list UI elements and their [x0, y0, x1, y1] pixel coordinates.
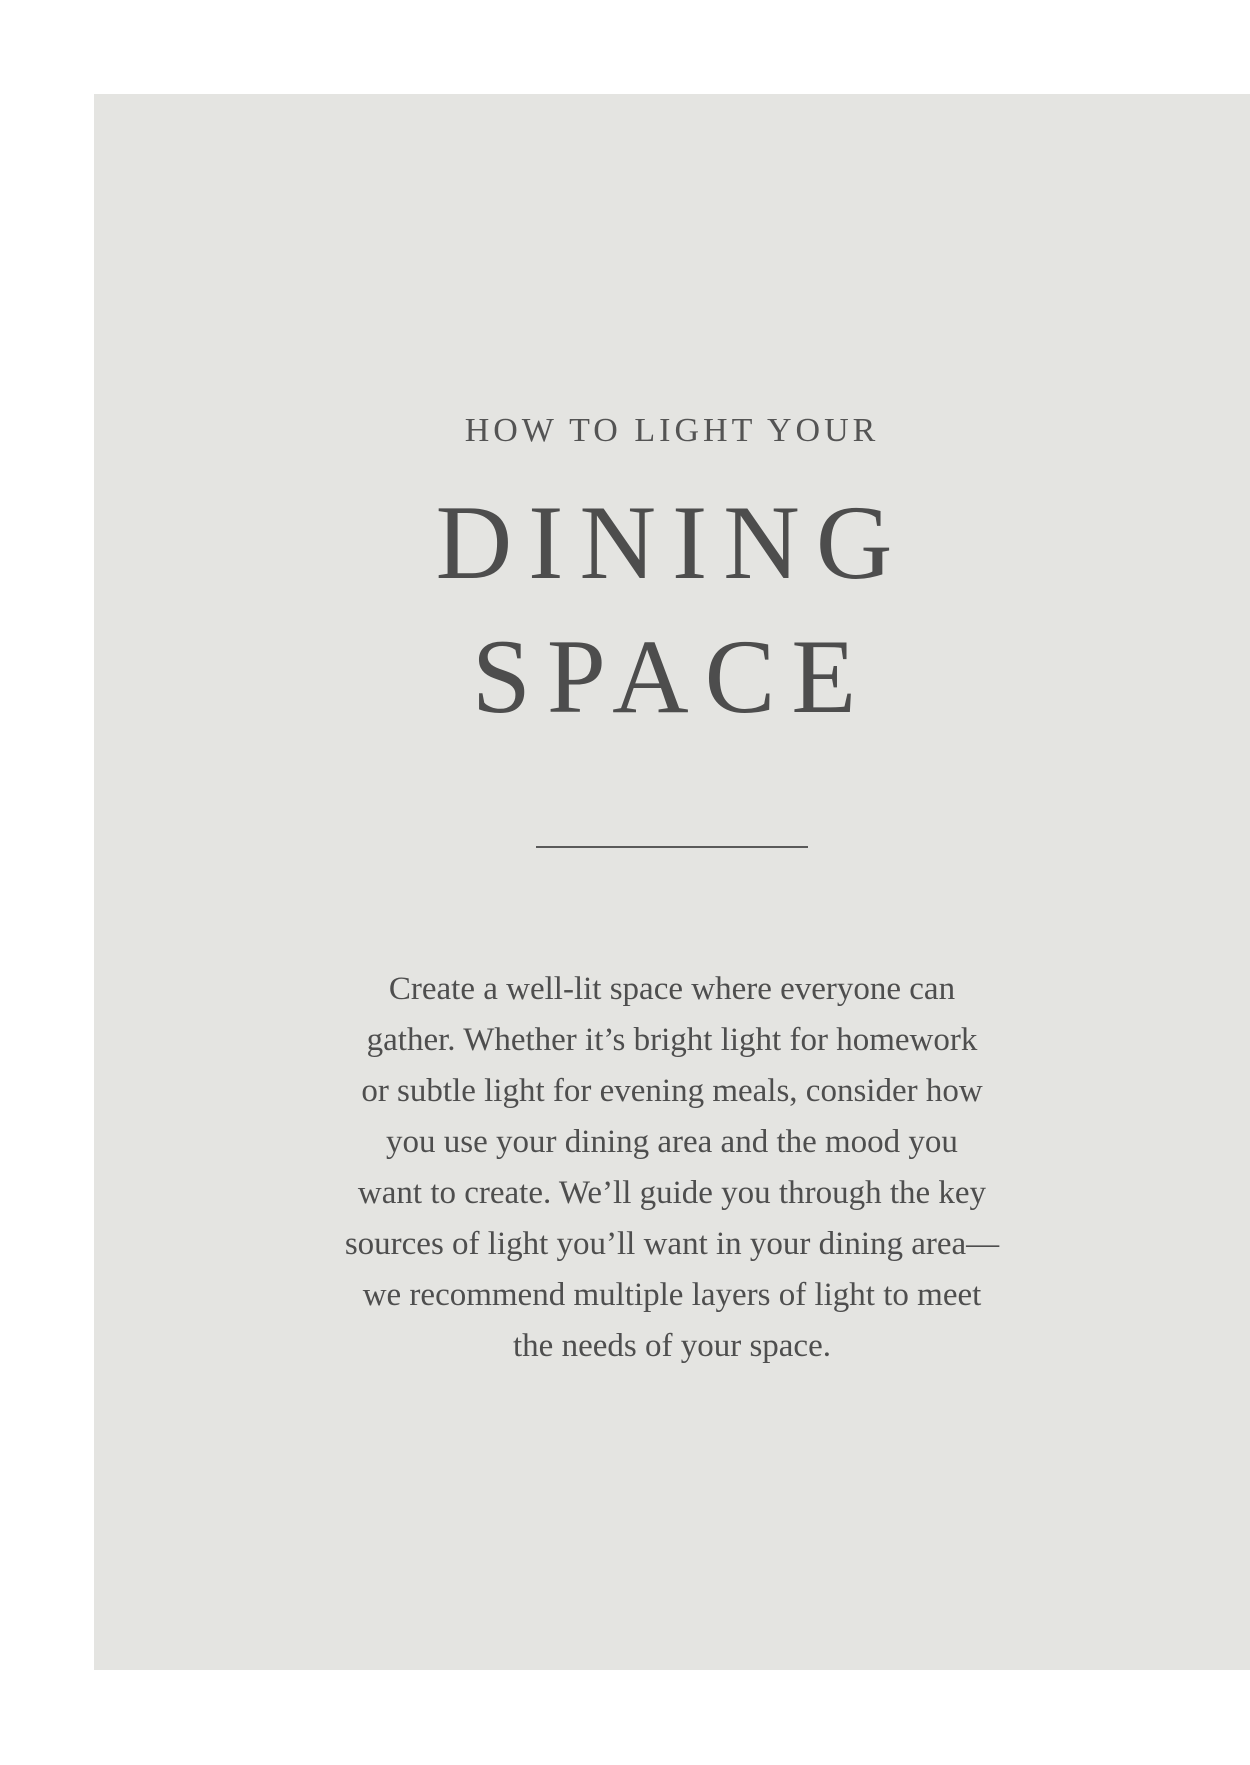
body-line: or subtle light for evening meals, consider how	[361, 1073, 983, 1109]
eyebrow-heading: HOW TO LIGHT YOUR	[464, 412, 880, 449]
body-line: the needs of your space.	[513, 1328, 831, 1364]
body-line: you use your dining area and the mood you	[386, 1124, 958, 1160]
body-paragraph	[294, 964, 1050, 1372]
content-panel	[94, 94, 1250, 1670]
body-line: sources of light you’ll want in your dining area—	[344, 1226, 1000, 1262]
title-line-space: SPACE	[471, 618, 873, 735]
body-line: Create a well-lit space where everyone can	[388, 971, 956, 1007]
body-line: gather. Whether it’s bright light for homework	[366, 1022, 978, 1058]
divider-rule	[536, 846, 808, 848]
title-line-dining: DINING	[435, 484, 909, 601]
body-line: want to create. We’ll guide you through the key	[357, 1175, 987, 1211]
body-line: we recommend multiple layers of light to meet	[362, 1277, 982, 1313]
